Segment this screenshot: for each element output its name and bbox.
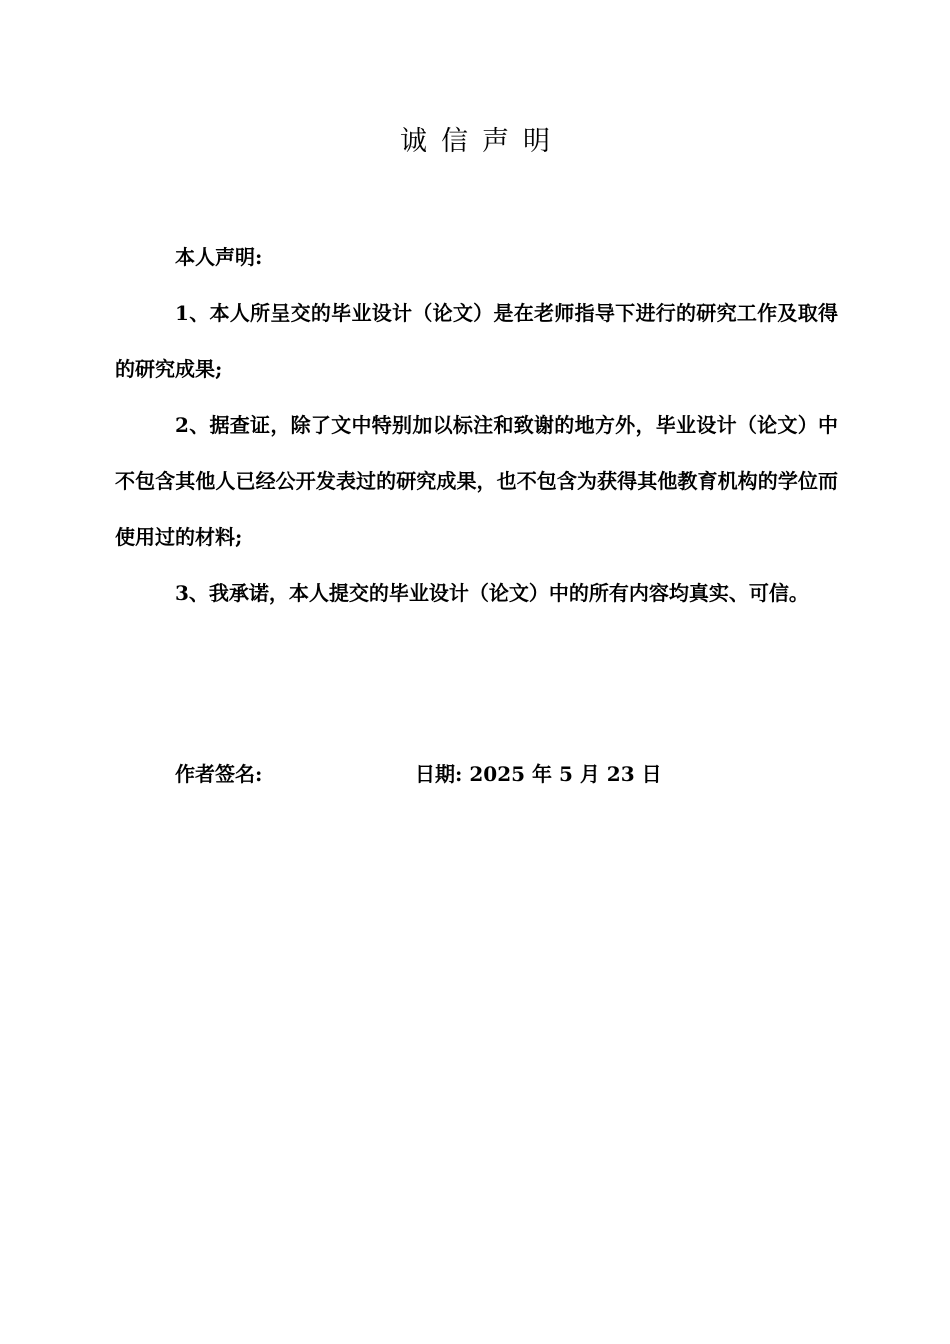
page-title: 诚信声明 [400, 126, 564, 157]
declaration-item-3: 3、我承诺，本人提交的毕业设计（论文）中的所有内容均真实、可信。 [175, 581, 809, 605]
declaration-item-1: 1、本人所呈交的毕业设计（论文）是在老师指导下进行的研究工作及取得的研究成果; [115, 301, 838, 381]
signature-label: 作者签名: [175, 762, 263, 786]
declaration-body [115, 229, 838, 621]
date-block [415, 756, 662, 792]
date-value: 2025 年 5 月 23 日 [469, 762, 662, 786]
declaration-item-2: 2、据查证，除了文中特别加以标注和致谢的地方外，毕业设计（论文）中不包含其他人已经公开发表过的研究成果，也不包含为获得其他教育机构的学位而使用过的材料; [115, 413, 838, 549]
date-label: 日期: [415, 762, 463, 786]
declaration-intro: 本人声明: [175, 245, 263, 269]
signature-row [175, 756, 835, 792]
